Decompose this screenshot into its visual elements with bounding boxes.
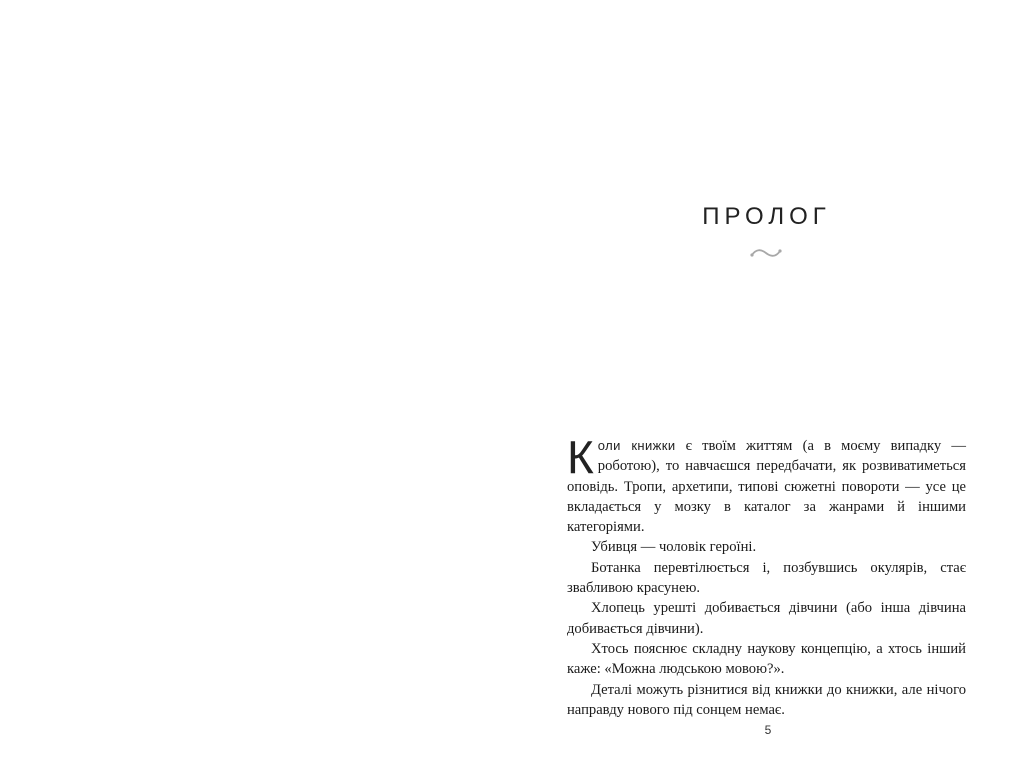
paragraph: Хлопець урешті добивається дівчини (або інша дівчина добивається дівчини). <box>567 600 966 637</box>
opening-smallcaps: оли книжки <box>597 438 676 453</box>
paragraph: Хтось пояснює складну наукову концепцію, а хтось інший каже: «Можна людською мовою?». <box>567 640 966 678</box>
chapter-title: ПРОЛОГ <box>702 203 831 230</box>
paragraph: Убивця — чоловік героїні. <box>591 539 757 556</box>
opening-paragraph <box>567 431 966 537</box>
paragraph: Ботанка перевтілюється і, позбувшись окулярів, стає звабливою красунею. <box>567 559 966 597</box>
tilde-ornament-icon <box>749 246 783 260</box>
paragraph: Деталі можуть різнитися від книжки до книжки, але нічого направду нового під сонцем немає. <box>567 681 966 718</box>
drop-cap: К <box>567 431 594 483</box>
prologue-body <box>567 431 966 720</box>
opening-text: є твоїм життям (а в моєму випадку — роботою), то навчаєшся передбачати, як розвиватиметься оповідь. Тропи, архетипи, типові сюжетні повороти — усе це вкладається у мозку в каталог за жанрами й іншими категоріями. <box>567 438 966 536</box>
page-number: 5 <box>764 723 772 737</box>
